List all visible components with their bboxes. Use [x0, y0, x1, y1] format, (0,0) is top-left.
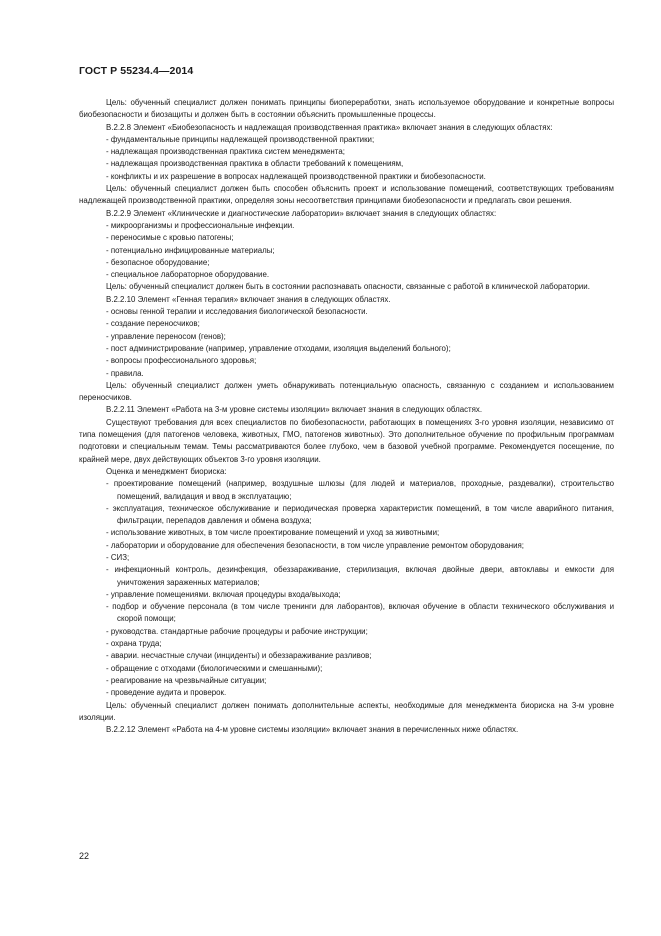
- paragraph: В.2.2.8 Элемент «Биобезопасность и надлежащая производственная практика» включает знания в следующих областях:: [106, 122, 553, 132]
- list-item: - проектирование помещений (например, воздушные шлюзы (для людей и материалов, проходные, раздевалки), строительство помещений, валидация и ввод в эксплуатацию;: [106, 479, 614, 501]
- list-item: - руководства. стандартные рабочие процедуры и рабочие инструкции;: [106, 626, 368, 636]
- list-item: - надлежащая производственная практика систем менеджмента;: [106, 147, 345, 157]
- paragraph: Цель: обученный специалист должен быть способен объяснить проект и использование помещений, соответствующих требованиям надлежащей производственной практики, определяя зоны несоответствия принципами биобезопасности и предлагать свои решения.: [79, 184, 614, 206]
- list-item: - безопасное оборудование;: [106, 257, 210, 267]
- paragraph: Оценка и менеджмент биориска:: [106, 466, 227, 476]
- paragraph: Существуют требования для всех специалистов по биобезопасности, работающих в помещениях 3-го уровня изоляции, независимо от типа помещения (для патогенов человека, животных, ГМО, патогенов животных). Это дополнительное обучение по профильным программам подготовки и специальным темам. Темы рассматриваются более глубоко, чем в базовой учебной программе. Рекомендуется посещение, по крайней мере, двух действующих объектов 3-го уровня изоляции.: [79, 417, 614, 464]
- page-number: 22: [79, 851, 90, 861]
- list-item: - фундаментальные принципы надлежащей производственной практики;: [106, 134, 375, 144]
- list-item: - потенциально инфицированные материалы;: [106, 245, 275, 255]
- list-item: - охрана труда;: [106, 639, 162, 649]
- list-item: - проведение аудита и проверок.: [106, 688, 227, 698]
- list-item: - инфекционный контроль, дезинфекция, обеззараживание, стерилизация, включая двойные двери, автоклавы и емкости для уничтожения зараженных материалов;: [106, 565, 614, 587]
- document-header: ГОСТ Р 55234.4—2014: [79, 65, 194, 77]
- paragraph: Цель: обученный специалист должен быть в состоянии распознавать опасности, связанные с работой в клинической лаборатории.: [106, 282, 590, 292]
- list-item: - реагирование на чрезвычайные ситуации;: [106, 675, 267, 685]
- list-item: - управление помещениями. включая процедуры входа/выхода;: [106, 589, 341, 599]
- list-item: - лаборатории и оборудование для обеспечения безопасности, в том числе управление ремонтом оборудования;: [106, 540, 524, 550]
- paragraph: Цель: обученный специалист должен понимать дополнительные аспекты, необходимые для менеджмента биориска на 3-м уровне изоляции.: [79, 700, 614, 722]
- list-item: - конфликты и их разрешение в вопросах надлежащей производственной практики и биобезопасности.: [106, 171, 486, 181]
- paragraph: Цель: обученный специалист должен понимать принципы биопереработки, знать используемое оборудование и конкретные вопросы биобезопасности и биозащиты и должен быть в состоянии объяснить промышленные процессы.: [79, 98, 614, 120]
- list-item: - микроорганизмы и профессиональные инфекции.: [106, 220, 295, 230]
- list-item: - управление переносом (генов);: [106, 331, 226, 341]
- list-item: - использование животных, в том числе проектирование помещений и уход за животными;: [106, 528, 440, 538]
- list-item: - вопросы профессионального здоровья;: [106, 356, 257, 366]
- document-body: [79, 97, 614, 736]
- list-item: - специальное лабораторное оборудование.: [106, 270, 270, 280]
- paragraph: Цель: обученный специалист должен уметь обнаруживать потенциальную опасность, связанную с созданием и использованием переносчиков.: [79, 380, 614, 403]
- list-item: - СИЗ;: [106, 552, 130, 562]
- paragraph: В.2.2.11 Элемент «Работа на 3-м уровне системы изоляции» включает знания в следующих областях.: [106, 405, 483, 415]
- list-item: - аварии. несчастные случаи (инциденты) и обеззараживание разливов;: [106, 651, 372, 661]
- list-item: - эксплуатация, техническое обслуживание и периодическая проверка характеристик помещений, в том числе аварийного питания, фильтрации, перепадов давления и обмена воздуха;: [106, 503, 614, 526]
- list-item: - основы генной терапии и исследования биологической безопасности.: [106, 307, 368, 317]
- list-item: - правила.: [106, 368, 144, 378]
- list-item: - создание переносчиков;: [106, 319, 200, 329]
- paragraph: В.2.2.10 Элемент «Генная терапия» включает знания в следующих областях.: [106, 294, 391, 304]
- list-item: - обращение с отходами (биологическими и смешанными);: [106, 663, 323, 673]
- paragraph: В.2.2.9 Элемент «Клинические и диагностические лаборатории» включает знания в следующих областях:: [106, 208, 497, 218]
- list-item: - пост администрирование (например, управление отходами, изоляция выделений больного);: [106, 343, 451, 353]
- paragraph: В.2.2.12 Элемент «Работа на 4-м уровне системы изоляции» включает знания в перечисленных ниже областях.: [106, 725, 519, 735]
- list-item: - надлежащая производственная практика в области требований к помещениям,: [106, 159, 404, 169]
- list-item: - переносимые с кровью патогены;: [106, 233, 234, 243]
- list-item: - подбор и обучение персонала (в том числе тренинги для лаборантов), включая обучение в области технического обслуживания и скорой помощи;: [106, 602, 614, 624]
